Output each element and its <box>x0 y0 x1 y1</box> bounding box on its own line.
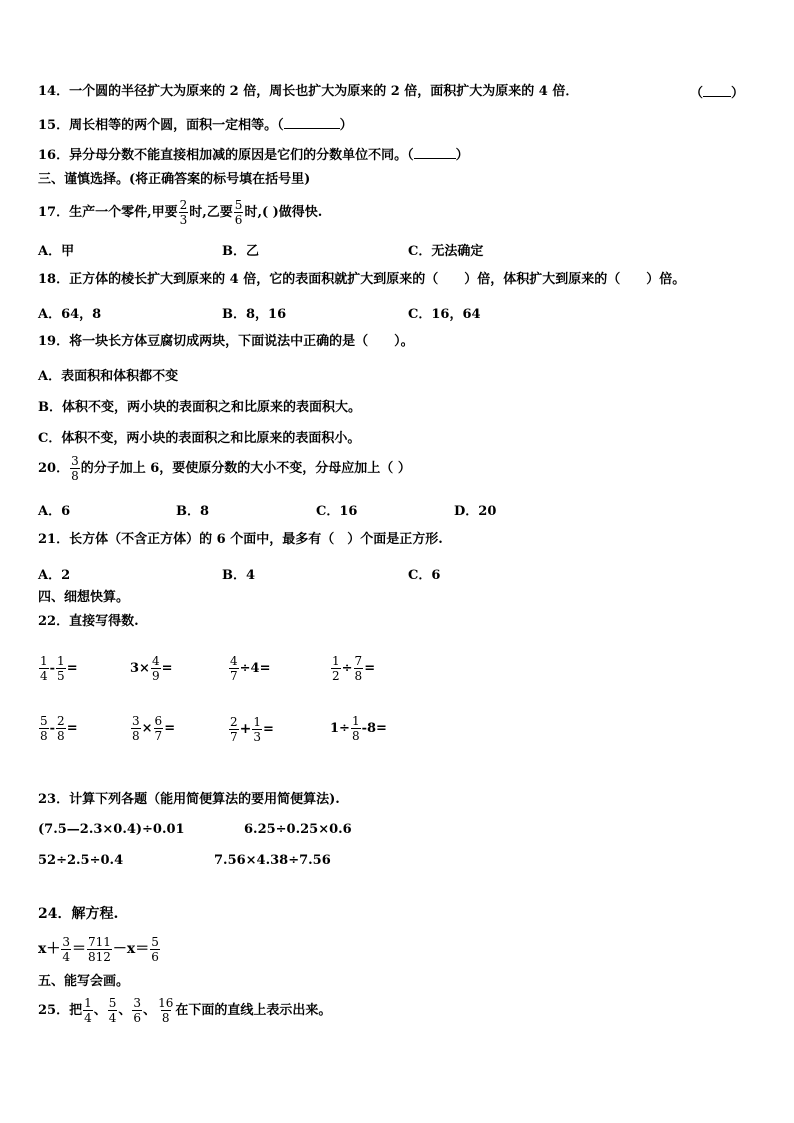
question-22-title: 22．直接写得数. <box>38 614 139 629</box>
fraction: $\frac{4}{9}$ <box>151 654 160 683</box>
fraction: $\frac{1}{4}$ <box>40 654 48 683</box>
q22-r1-expr-a: $\frac{1}{4}$ - $\frac{1}{5}$ = <box>40 654 78 683</box>
fraction: $\frac{2}{3}$ <box>179 198 188 227</box>
fraction: $\frac{2}{8}$ <box>57 714 65 743</box>
fraction: $\frac{3}{8}$ <box>132 714 140 743</box>
q18-option-a[interactable]: A．64，8 <box>38 307 102 322</box>
q23-expr-2: 6.25÷0.25×0.6 <box>244 822 352 837</box>
question-16 <box>38 146 469 164</box>
question-24-title: 24．解方程. <box>38 906 119 922</box>
fraction: $\frac{7}{8}$ <box>354 654 363 683</box>
paren-close: ） <box>731 86 745 101</box>
q22-r1-expr-c: $\frac{4}{7}$ ÷4= <box>230 654 271 683</box>
paren-close: ） <box>455 148 469 163</box>
q17-option-c[interactable]: C．无法确定 <box>408 244 484 259</box>
fraction: $\frac{5}{6}$ <box>234 198 243 227</box>
fraction: $\frac{3}{6}$ <box>133 996 142 1025</box>
question-20 <box>38 452 411 486</box>
q20-option-a[interactable]: A．6 <box>38 504 71 519</box>
q16-text: 16．异分母分数不能直接相加减的原因是它们的分数单位不同。（ <box>38 148 414 163</box>
q22-r1-expr-d: $\frac{1}{2}$ ÷ $\frac{7}{8}$ = <box>332 654 376 683</box>
q24-equation: x＋ $\frac{3}{4}$ ＝ $\frac{711}{812}$ －x＝ $\frac{5}{6}$ <box>38 934 159 964</box>
q20-option-b[interactable]: B．8 <box>176 504 210 519</box>
section-4-heading: 四、细想快算。 <box>38 590 130 605</box>
question-18: 18．正方体的棱长扩大到原来的 4 倍，它的表面积就扩大到原来的（ ）倍，体积扩大到原来的（ ）倍。 <box>38 272 686 287</box>
section-3-heading: 三、谨慎选择。(将正确答案的标号填在括号里) <box>38 172 311 187</box>
question-25: 25．把 $\frac{1}{4}$ 、 $\frac{5}{4}$ 、 $\frac{3}{6}$ 、 $\frac{16}{8}$ 在下面的直线上表示出来。 <box>38 996 332 1025</box>
fraction: $\frac{1}{4}$ <box>84 996 92 1025</box>
q21-option-b[interactable]: B．4 <box>222 568 256 583</box>
q19-option-a[interactable]: A．表面积和体积都不变 <box>38 369 179 384</box>
q16-answer-blank[interactable] <box>414 146 456 159</box>
q17-text-pre: 17．生产一个零件,甲要 <box>38 205 178 220</box>
paren-close: ） <box>339 118 353 133</box>
fraction: $\frac{5}{4}$ <box>108 996 117 1025</box>
fraction: $\frac{1}{3}$ <box>253 715 262 744</box>
q22-r2-expr-b: $\frac{3}{8}$ × $\frac{6}{7}$ = <box>132 714 176 743</box>
q21-option-c[interactable]: C．6 <box>408 568 441 583</box>
q19-option-b[interactable]: B．体积不变，两小块的表面积之和比原来的表面积大。 <box>38 400 361 415</box>
fraction: $\frac{1}{5}$ <box>57 654 65 683</box>
question-17 <box>38 196 322 230</box>
q14-answer-blank[interactable] <box>703 84 731 97</box>
paren-open: （ <box>690 86 704 101</box>
question-21: 21．长方体（不含正方体）的 6 个面中，最多有（ ）个面是正方形. <box>38 532 443 547</box>
question-14 <box>38 84 578 100</box>
fraction: $\frac{3}{8}$ <box>71 454 79 483</box>
q22-r1-expr-b: 3× $\frac{4}{9}$ = <box>130 654 173 683</box>
section-5-heading: 五、能写会画。 <box>38 974 130 989</box>
fraction: $\frac{5}{8}$ <box>40 714 48 743</box>
q20-option-c[interactable]: C．16 <box>316 504 358 519</box>
q18-option-b[interactable]: B．8，16 <box>222 307 287 322</box>
q22-r2-expr-c: $\frac{2}{7}$ + $\frac{1}{3}$ = <box>230 715 274 744</box>
fraction: $\frac{3}{4}$ <box>62 934 70 964</box>
fraction: $\frac{711}{812}$ <box>88 934 111 964</box>
q14-text: 14．一个圆的半径扩大为原来的 2 倍，周长也扩大为原来的 2 倍，面积扩大为原来的 4 倍． <box>38 84 579 99</box>
q20-option-d[interactable]: D．20 <box>454 504 497 519</box>
q17-text-post: 时,( )做得快. <box>244 205 323 220</box>
question-15 <box>38 116 353 134</box>
q23-expr-1: (7.5—2.3×0.4)÷0.01 <box>38 822 185 837</box>
fraction: $\frac{1}{2}$ <box>332 654 340 683</box>
q22-r2-expr-a: $\frac{5}{8}$ - $\frac{2}{8}$ = <box>40 714 78 743</box>
q19-option-c[interactable]: C．体积不变，两小块的表面积之和比原来的表面积小。 <box>38 431 361 446</box>
fraction: $\frac{1}{8}$ <box>351 714 360 743</box>
fraction: $\frac{2}{7}$ <box>230 715 238 744</box>
q20-text-post: 的分子加上 6，要使原分数的大小不变，分母应加上（ ） <box>80 461 411 476</box>
q15-answer-blank[interactable] <box>284 116 340 129</box>
q21-option-a[interactable]: A．2 <box>38 568 71 583</box>
q23-expr-3: 52÷2.5÷0.4 <box>38 853 124 868</box>
fraction: $\frac{4}{7}$ <box>230 654 238 683</box>
fraction: $\frac{16}{8}$ <box>158 996 174 1025</box>
fraction: $\frac{5}{6}$ <box>151 934 159 964</box>
question-19: 19．将一块长方体豆腐切成两块，下面说法中正确的是（ ）。 <box>38 334 414 349</box>
q23-expr-4: 7.56×4.38÷7.56 <box>214 853 331 868</box>
q15-text: 15．周长相等的两个圆，面积一定相等。（ <box>38 118 284 133</box>
q20-text-pre: 20． <box>38 461 70 476</box>
question-23-title: 23．计算下列各题（能用简便算法的要用简便算法). <box>38 792 340 807</box>
q14-answer-paren <box>690 84 744 102</box>
q18-option-c[interactable]: C．16，64 <box>408 307 481 322</box>
q22-r2-expr-d: 1÷ $\frac{1}{8}$ -8= <box>330 714 387 743</box>
q17-option-b[interactable]: B．乙 <box>222 244 259 259</box>
q17-text-mid: 时,乙要 <box>189 205 233 220</box>
fraction: $\frac{6}{7}$ <box>154 714 163 743</box>
q17-option-a[interactable]: A．甲 <box>38 244 75 259</box>
